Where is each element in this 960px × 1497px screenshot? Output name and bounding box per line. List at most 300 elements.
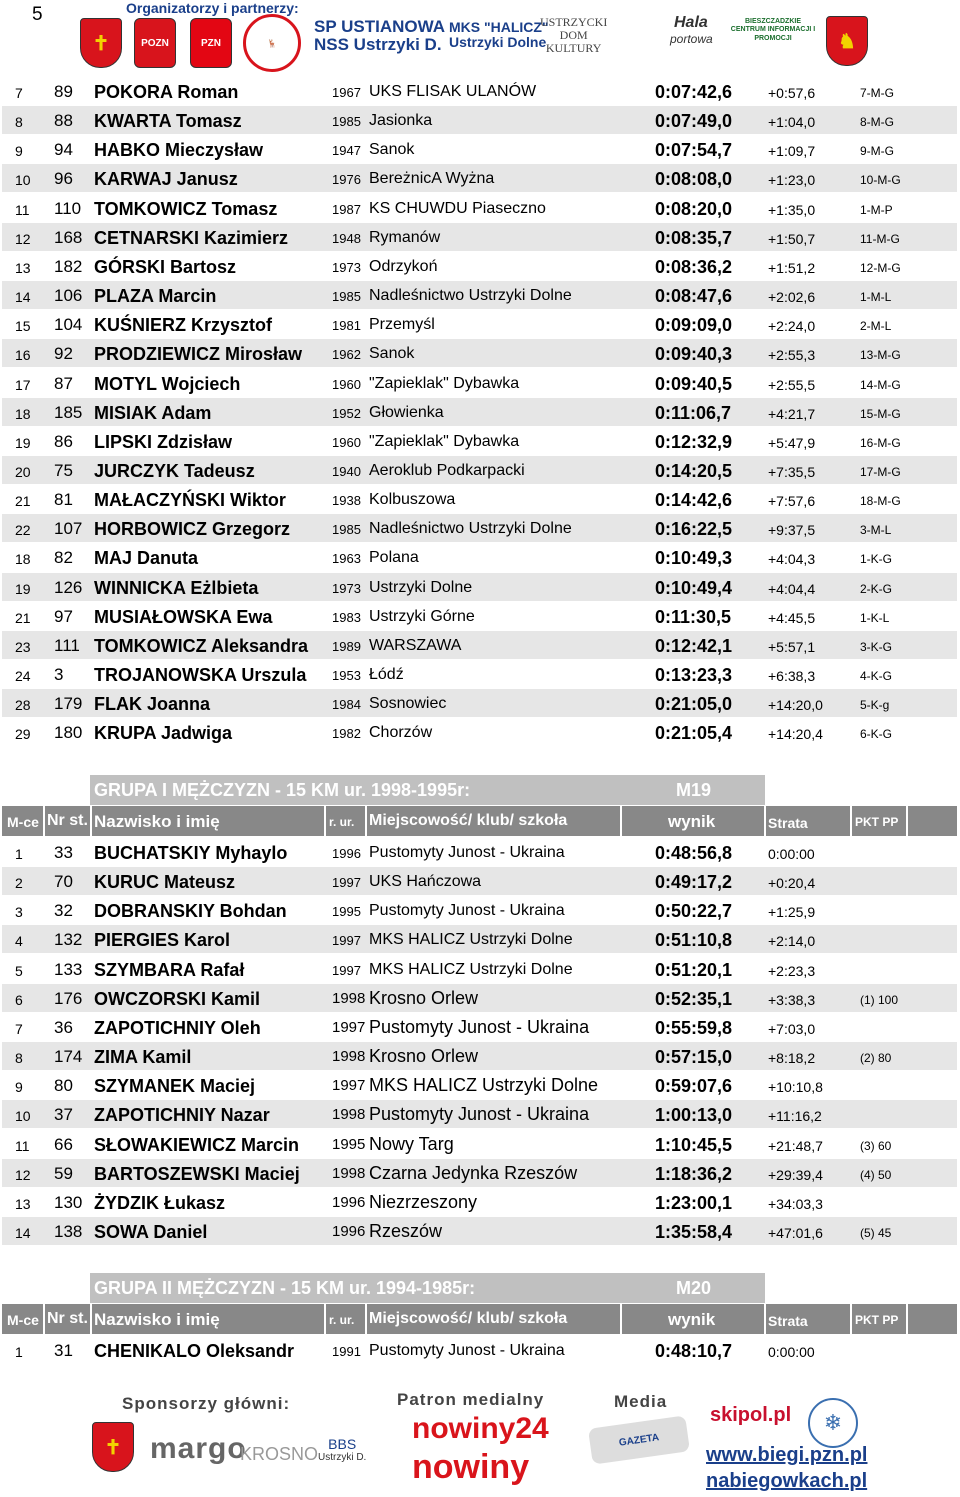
city-crest-logo: ✝ [80, 18, 122, 68]
table-row [2, 689, 957, 717]
column-divider [850, 1304, 852, 1334]
bib-number-cell: 96 [54, 169, 73, 189]
time-gap-cell: +1:23,0 [768, 172, 816, 189]
table-row [2, 838, 957, 866]
bib-number-cell: 75 [54, 460, 73, 480]
place-cell: 12 [15, 230, 31, 247]
birth-year-cell: 1940 [332, 463, 361, 479]
result-time-cell: 0:51:20,1 [655, 959, 733, 980]
table-row [2, 1159, 957, 1187]
points-cell: (2) 80 [860, 1051, 892, 1066]
table-row [2, 1071, 957, 1099]
nowiny24-logo: nowiny24 [412, 1412, 549, 1445]
dom-kultury-line3: KULTURY [545, 41, 602, 56]
table-row [2, 984, 957, 1012]
club-cell: Ustrzyki Górne [369, 607, 475, 625]
time-gap-cell: +2:55,3 [768, 347, 816, 364]
table-row [2, 1130, 957, 1158]
place-cell: 14 [15, 289, 31, 306]
club-cell: MKS HALICZ Ustrzyki Dolne [369, 931, 573, 949]
club-cell: Rymanów [369, 228, 441, 246]
bib-number-cell: 32 [54, 901, 73, 921]
club-cell: MKS HALICZ Ustrzyki Dolne [369, 960, 573, 978]
col-result: wynik [668, 812, 716, 831]
birth-year-cell: 1985 [332, 289, 361, 305]
time-gap-cell: +2:14,0 [768, 933, 816, 950]
club-cell: Nadleśnictwo Ustrzyki Dolne [369, 520, 572, 538]
athlete-name-cell: KWARTA Tomasz [94, 111, 242, 132]
birth-year-cell: 1983 [332, 609, 361, 625]
place-cell: 6 [15, 991, 23, 1008]
bib-number-cell: 81 [54, 490, 73, 510]
club-cell: Nadleśnictwo Ustrzyki Dolne [369, 287, 572, 305]
place-cell: 11 [15, 1137, 30, 1154]
athlete-name-cell: BUCHATSKIY Myhaylo [94, 843, 288, 863]
athlete-name-cell: JURCZYK Tadeusz [94, 460, 255, 481]
time-gap-cell: +6:38,3 [768, 668, 816, 684]
column-divider [43, 806, 45, 836]
club-cell: Czarna Jedynka Rzeszów [369, 1162, 578, 1183]
biegi-pzn-link[interactable]: www.biegi.pzn.pl [706, 1444, 868, 1466]
athlete-name-cell: MISIAK Adam [94, 402, 212, 423]
time-gap-cell: +1:50,7 [768, 230, 816, 247]
birth-year-cell: 1998 [332, 989, 366, 1007]
table-row [2, 106, 957, 134]
table-row [2, 456, 957, 484]
krosno-logo: KROSNO [240, 1444, 319, 1464]
result-time-cell: 1:18:36,2 [655, 1163, 733, 1184]
table-row [2, 281, 957, 309]
result-time-cell: 0:11:06,7 [655, 402, 732, 423]
time-gap-cell: +21:48,7 [768, 1137, 823, 1154]
portowa-text: portowa [670, 32, 713, 46]
pzn-logo [190, 18, 232, 68]
column-divider [620, 806, 622, 836]
category-cell: 2-K-G [860, 581, 893, 596]
result-time-cell: 0:51:10,8 [655, 930, 733, 951]
column-divider [365, 1304, 367, 1334]
category-cell: 1-M-P [860, 202, 893, 217]
birth-year-cell: 1967 [332, 85, 361, 100]
birth-year-cell: 1952 [332, 405, 361, 421]
club-cell: Odrzykoń [369, 257, 438, 275]
club-cell: KS CHUWDU Piaseczno [369, 199, 546, 217]
category-cell: 5-K-g [860, 698, 890, 713]
athlete-name-cell: TOMKOWICZ Aleksandra [94, 635, 309, 656]
birth-year-cell: 1996 [332, 846, 361, 861]
sp-ustianowa-logo [314, 18, 445, 54]
birth-year-cell: 1997 [332, 933, 361, 949]
category-cell: 14-M-G [860, 377, 901, 392]
col-club: Miejscowość/ klub/ szkoła [369, 1310, 568, 1327]
category-cell: 3-M-L [860, 523, 892, 538]
birth-year-cell: 1982 [332, 726, 361, 742]
group2-column-header [2, 1304, 957, 1334]
bib-number-cell: 132 [54, 930, 83, 950]
column-divider [764, 806, 766, 836]
time-gap-cell: +7:57,6 [768, 493, 816, 510]
place-cell: 14 [15, 1224, 31, 1241]
time-gap-cell: +2:23,3 [768, 962, 816, 979]
birth-year-cell: 1963 [332, 551, 361, 567]
col-strata: Strata [768, 1313, 808, 1329]
bib-number-cell: 179 [54, 694, 83, 714]
col-strata: Strata [768, 815, 808, 831]
club-cell: Pustomyty Junost - Ukraina [369, 902, 565, 920]
time-gap-cell: +10:10,8 [768, 1079, 823, 1096]
bib-number-cell: 82 [54, 548, 73, 568]
club-cell: Polana [369, 549, 419, 567]
col-pkt: PKT PP [855, 1313, 899, 1327]
time-gap-cell: 0:00:00 [768, 1344, 815, 1360]
category-cell: 4-K-G [860, 669, 893, 683]
time-gap-cell: +47:01,6 [768, 1224, 823, 1241]
time-gap-cell: +4:21,7 [768, 405, 816, 422]
birth-year-cell: 1976 [332, 172, 361, 188]
time-gap-cell: +2:02,6 [768, 289, 816, 306]
time-gap-cell: +3:38,3 [768, 991, 816, 1008]
result-time-cell: 0:57:15,0 [655, 1047, 733, 1068]
club-cell: Łódź [369, 666, 404, 683]
result-time-cell: 0:49:17,2 [655, 872, 733, 893]
club-cell: Jasionka [369, 112, 433, 130]
athlete-name-cell: HORBOWICZ Grzegorz [94, 519, 290, 540]
time-gap-cell: +34:03,3 [768, 1195, 823, 1212]
bib-number-cell: 111 [54, 635, 80, 655]
time-gap-cell: +1:35,0 [768, 201, 816, 218]
page-number: 5 [32, 4, 43, 25]
club-cell: Sanok [369, 345, 415, 363]
place-cell: 9 [15, 1079, 23, 1096]
table-row [2, 631, 957, 659]
club-cell: WARSZAWA [369, 636, 462, 654]
bcip-text: BIESZCZADZKIE CENTRUM INFORMACJI I PROMOCJI [730, 18, 816, 42]
bib-number-cell: 92 [54, 344, 73, 364]
result-time-cell: 0:09:09,0 [655, 315, 733, 336]
table-row [2, 1100, 957, 1128]
bib-number-cell: 31 [54, 1341, 73, 1360]
category-cell: 3-K-G [860, 639, 893, 654]
place-cell: 8 [15, 114, 23, 131]
place-cell: 22 [15, 522, 31, 539]
athlete-name-cell: MOTYL Wojciech [94, 373, 241, 394]
result-time-cell: 0:08:08,0 [655, 169, 733, 190]
athlete-name-cell: TOMKOWICZ Tomasz [94, 198, 278, 219]
category-cell: 12-M-G [860, 260, 901, 275]
place-cell: 1 [15, 1344, 23, 1360]
table-row [2, 398, 957, 426]
col-year: r. ur. [329, 815, 355, 829]
club-cell: Niezrzeszony [369, 1191, 478, 1212]
result-time-cell: 0:13:23,3 [655, 665, 733, 685]
mks-halicz-city-text: Ustrzyki Dolne [449, 33, 547, 50]
bbs-logo [318, 1436, 366, 1463]
table-row [2, 955, 957, 983]
place-cell: 2 [15, 875, 23, 892]
group1-column-header [2, 806, 957, 836]
club-cell: "Zapieklak" Dybawka [369, 432, 520, 450]
club-cell: Sosnowiec [369, 695, 447, 713]
hala-sportowa-logo [630, 14, 720, 66]
birth-year-cell: 1998 [332, 1164, 366, 1182]
birth-year-cell: 1989 [332, 638, 361, 654]
birth-year-cell: 1995 [332, 904, 361, 920]
category-cell: 13-M-G [860, 348, 901, 363]
category-cell: 1-K-L [860, 610, 890, 625]
birth-year-cell: 1973 [332, 580, 361, 596]
column-divider [906, 1304, 908, 1334]
sponsors-footer [0, 1384, 960, 1497]
bib-number-cell: 66 [54, 1134, 73, 1154]
bib-number-cell: 37 [54, 1105, 73, 1125]
time-gap-cell: +7:35,5 [768, 463, 816, 480]
category-cell: 11-M-G [860, 231, 900, 246]
bib-number-cell: 138 [54, 1221, 83, 1241]
time-gap-cell: +1:51,2 [768, 259, 816, 276]
athlete-name-cell: WINNICKA Eżlbieta [94, 577, 259, 598]
column-divider [764, 1304, 766, 1334]
group1-title: GRUPA I MĘŻCZYZN - 15 KM ur. 1998-1995r: [94, 780, 471, 800]
nabiegowkach-link[interactable]: nabiegowkach.pl [706, 1470, 868, 1492]
place-cell: 28 [15, 697, 31, 714]
athlete-name-cell: CETNARSKI Kazimierz [94, 227, 289, 248]
time-gap-cell: +4:04,4 [768, 580, 816, 597]
bib-number-cell: 130 [54, 1192, 83, 1212]
athlete-name-cell: KUŚNIERZ Krzysztof [94, 315, 273, 336]
bib-number-cell: 180 [54, 723, 83, 743]
place-cell: 7 [15, 85, 23, 101]
bib-number-cell: 174 [54, 1047, 83, 1067]
athlete-name-cell: SZYMBARA Rafał [94, 959, 245, 980]
table-row [2, 1188, 957, 1216]
club-cell: UKS FLISAK ULANÓW [369, 83, 537, 100]
athlete-name-cell: MUSIAŁOWSKA Ewa [94, 606, 273, 627]
result-time-cell: 0:08:47,6 [655, 286, 733, 307]
table-row [2, 514, 957, 542]
table-row [2, 485, 957, 513]
table-row [2, 369, 957, 397]
page-header [0, 0, 960, 72]
place-cell: 21 [15, 609, 31, 626]
table-row [2, 925, 957, 953]
bib-number-cell: 80 [54, 1076, 73, 1096]
pozn-logo [134, 18, 176, 68]
athlete-name-cell: DOBRANSKIY Bohdan [94, 901, 287, 922]
athlete-name-cell: TROJANOWSKA Urszula [94, 665, 307, 685]
time-gap-cell: +2:24,0 [768, 318, 816, 335]
col-club: Miejscowość/ klub/ szkoła [369, 812, 568, 829]
time-gap-cell: +1:09,7 [768, 143, 816, 160]
bib-number-cell: 126 [54, 577, 83, 597]
club-cell: Pustomyty Junost - Ukraina [369, 1342, 565, 1359]
category-cell: 7-M-G [860, 86, 894, 100]
time-gap-cell: +0:20,4 [768, 875, 816, 892]
points-cell: (3) 60 [860, 1138, 892, 1153]
place-cell: 1 [15, 846, 23, 862]
club-cell: Rzeszów [369, 1220, 443, 1241]
result-time-cell: 0:07:54,7 [655, 140, 733, 161]
club-cell: Chorzów [369, 724, 433, 742]
margo-logo: margo [150, 1432, 247, 1465]
birth-year-cell: 1995 [332, 1135, 366, 1153]
athlete-name-cell: ZAPOTICHNIY Nazar [94, 1105, 270, 1126]
bib-number-cell: 168 [54, 227, 83, 247]
dom-kultury-logo [540, 16, 607, 56]
result-time-cell: 0:21:05,0 [655, 694, 733, 715]
place-cell: 10 [15, 172, 31, 189]
athlete-name-cell: ZIMA Kamil [94, 1047, 192, 1068]
column-divider [324, 1304, 326, 1334]
birth-year-cell: 1985 [332, 522, 361, 538]
result-time-cell: 0:55:59,8 [655, 1017, 733, 1038]
place-cell: 18 [15, 551, 31, 568]
club-cell: Pustomyty Junost - Ukraina [369, 1016, 590, 1037]
col-pkt: PKT PP [855, 815, 899, 829]
result-time-cell: 1:23:00,1 [655, 1192, 733, 1213]
result-time-cell: 0:07:42,6 [655, 82, 733, 102]
time-gap-cell: +1:25,9 [768, 904, 816, 921]
table-row [2, 194, 957, 222]
time-gap-cell: +7:03,0 [768, 1020, 816, 1037]
bib-number-cell: 3 [54, 665, 64, 684]
time-gap-cell: +11:16,2 [768, 1108, 822, 1125]
birth-year-cell: 1948 [332, 230, 361, 246]
gazeta-bieszczadzka-logo: GAZETA [588, 1415, 690, 1464]
birth-year-cell: 1991 [332, 1344, 361, 1359]
column-divider [906, 806, 908, 836]
place-cell: 3 [15, 904, 23, 921]
athlete-name-cell: FLAK Joanna [94, 694, 211, 715]
birth-year-cell: 1996 [332, 1222, 366, 1240]
time-gap-cell: 0:00:00 [768, 846, 815, 862]
bib-number-cell: 106 [54, 286, 83, 306]
group2-banner [90, 1273, 765, 1303]
club-cell: Przemyśl [369, 316, 435, 334]
place-cell: 4 [15, 933, 23, 950]
athlete-name-cell: ZAPOTICHNIY Oleh [94, 1017, 261, 1038]
bbs-city-text: Ustrzyki D. [318, 1452, 367, 1463]
bib-number-cell: 89 [54, 82, 73, 101]
place-cell: 13 [15, 1195, 31, 1212]
place-cell: 24 [15, 668, 31, 684]
athlete-name-cell: MAJ Danuta [94, 548, 199, 569]
birth-year-cell: 1938 [332, 493, 361, 509]
mks-halicz-logo [449, 20, 549, 49]
table-row [2, 1013, 957, 1041]
table-row [2, 427, 957, 455]
result-time-cell: 0:16:22,5 [655, 519, 733, 540]
result-time-cell: 0:48:56,8 [655, 843, 733, 863]
birth-year-cell: 1960 [332, 376, 361, 392]
hala-text: Hala [674, 14, 708, 31]
club-cell: MKS HALICZ Ustrzyki Dolne [369, 1075, 599, 1096]
bib-number-cell: 33 [54, 843, 73, 862]
category-cell: 10-M-G [860, 173, 901, 188]
place-cell: 5 [15, 962, 23, 979]
result-time-cell: 0:10:49,3 [655, 548, 733, 569]
birth-year-cell: 1960 [332, 434, 361, 450]
table-row [2, 573, 957, 601]
col-result: wynik [668, 1310, 716, 1329]
column-divider [90, 806, 92, 836]
athlete-name-cell: PRODZIEWICZ Mirosław [94, 344, 303, 365]
category-cell: 9-M-G [860, 144, 894, 159]
club-cell: Ustrzyki Dolne [369, 578, 473, 596]
time-gap-cell: +1:04,0 [768, 114, 816, 131]
col-nr: Nr st. [47, 812, 88, 829]
group1-code: M19 [676, 780, 712, 800]
birth-year-cell: 1953 [332, 668, 361, 683]
category-cell: 6-K-G [860, 727, 893, 742]
media-title: Media [614, 1392, 668, 1411]
club-cell: "Zapieklak" Dybawka [369, 374, 520, 392]
points-cell: (5) 45 [860, 1225, 892, 1240]
group2-title: GRUPA II MĘŻCZYZN - 15 KM ur. 1994-1985r: [94, 1278, 476, 1298]
result-time-cell: 0:14:42,6 [655, 490, 733, 511]
table-row [2, 135, 957, 163]
dom-kultury-line2: DOM [559, 28, 588, 43]
result-time-cell: 0:48:10,7 [655, 1341, 733, 1361]
bib-number-cell: 104 [54, 315, 83, 335]
table-row [2, 252, 957, 280]
bcip-logo [728, 18, 818, 62]
bib-number-cell: 70 [54, 872, 73, 892]
place-cell: 20 [15, 463, 31, 480]
club-cell: Pustomyty Junost - Ukraina [369, 844, 565, 861]
bib-number-cell: 86 [54, 431, 73, 451]
col-place: M-ce [7, 1312, 39, 1328]
athlete-name-cell: KARWAJ Janusz [94, 169, 238, 190]
bib-number-cell: 182 [54, 256, 83, 276]
place-cell: 19 [15, 434, 31, 451]
table-row [2, 1042, 957, 1070]
table-row [2, 867, 957, 895]
club-cell: Pustomyty Junost - Ukraina [369, 1104, 590, 1125]
athlete-name-cell: OWCZORSKI Kamil [94, 988, 261, 1009]
athlete-name-cell: MAŁACZYŃSKI Wiktor [94, 490, 286, 511]
athlete-name-cell: ŻYDZIK Łukasz [94, 1192, 226, 1213]
bbs-text: BBS [328, 1436, 357, 1452]
result-time-cell: 0:12:32,9 [655, 431, 733, 452]
athlete-name-cell: PLAZA Marcin [94, 286, 217, 307]
category-cell: 16-M-G [860, 435, 901, 450]
result-time-cell: 0:09:40,5 [655, 373, 733, 394]
place-cell: 23 [15, 638, 31, 655]
place-cell: 19 [15, 580, 31, 597]
result-time-cell: 0:08:36,2 [655, 256, 733, 277]
place-cell: 9 [15, 143, 23, 160]
time-gap-cell: +5:57,1 [768, 638, 816, 655]
mks-halicz-text: MKS "HALICZ" [449, 19, 549, 35]
nss-ustrzyki-text: NSS Ustrzyki D. [314, 34, 442, 54]
place-cell: 13 [15, 259, 31, 276]
bib-number-cell: 36 [54, 1017, 73, 1037]
result-time-cell: 0:14:20,5 [655, 460, 733, 481]
result-time-cell: 0:50:22,7 [655, 901, 733, 922]
col-place: M-ce [7, 814, 39, 830]
club-cell: BereżnicA Wyżna [369, 170, 495, 188]
col-name: Nazwisko i imię [94, 1310, 220, 1329]
table-row [2, 543, 957, 571]
time-gap-cell: +2:55,5 [768, 376, 816, 393]
result-time-cell: 1:00:13,0 [655, 1105, 733, 1126]
result-time-cell: 0:08:20,0 [655, 198, 733, 219]
birth-year-cell: 1998 [332, 1048, 366, 1066]
birth-year-cell: 1947 [332, 143, 361, 159]
category-cell: 17-M-G [860, 464, 901, 479]
athlete-name-cell: POKORA Roman [94, 82, 239, 102]
sponsors-title: Sponsorzy główni: [122, 1394, 291, 1413]
